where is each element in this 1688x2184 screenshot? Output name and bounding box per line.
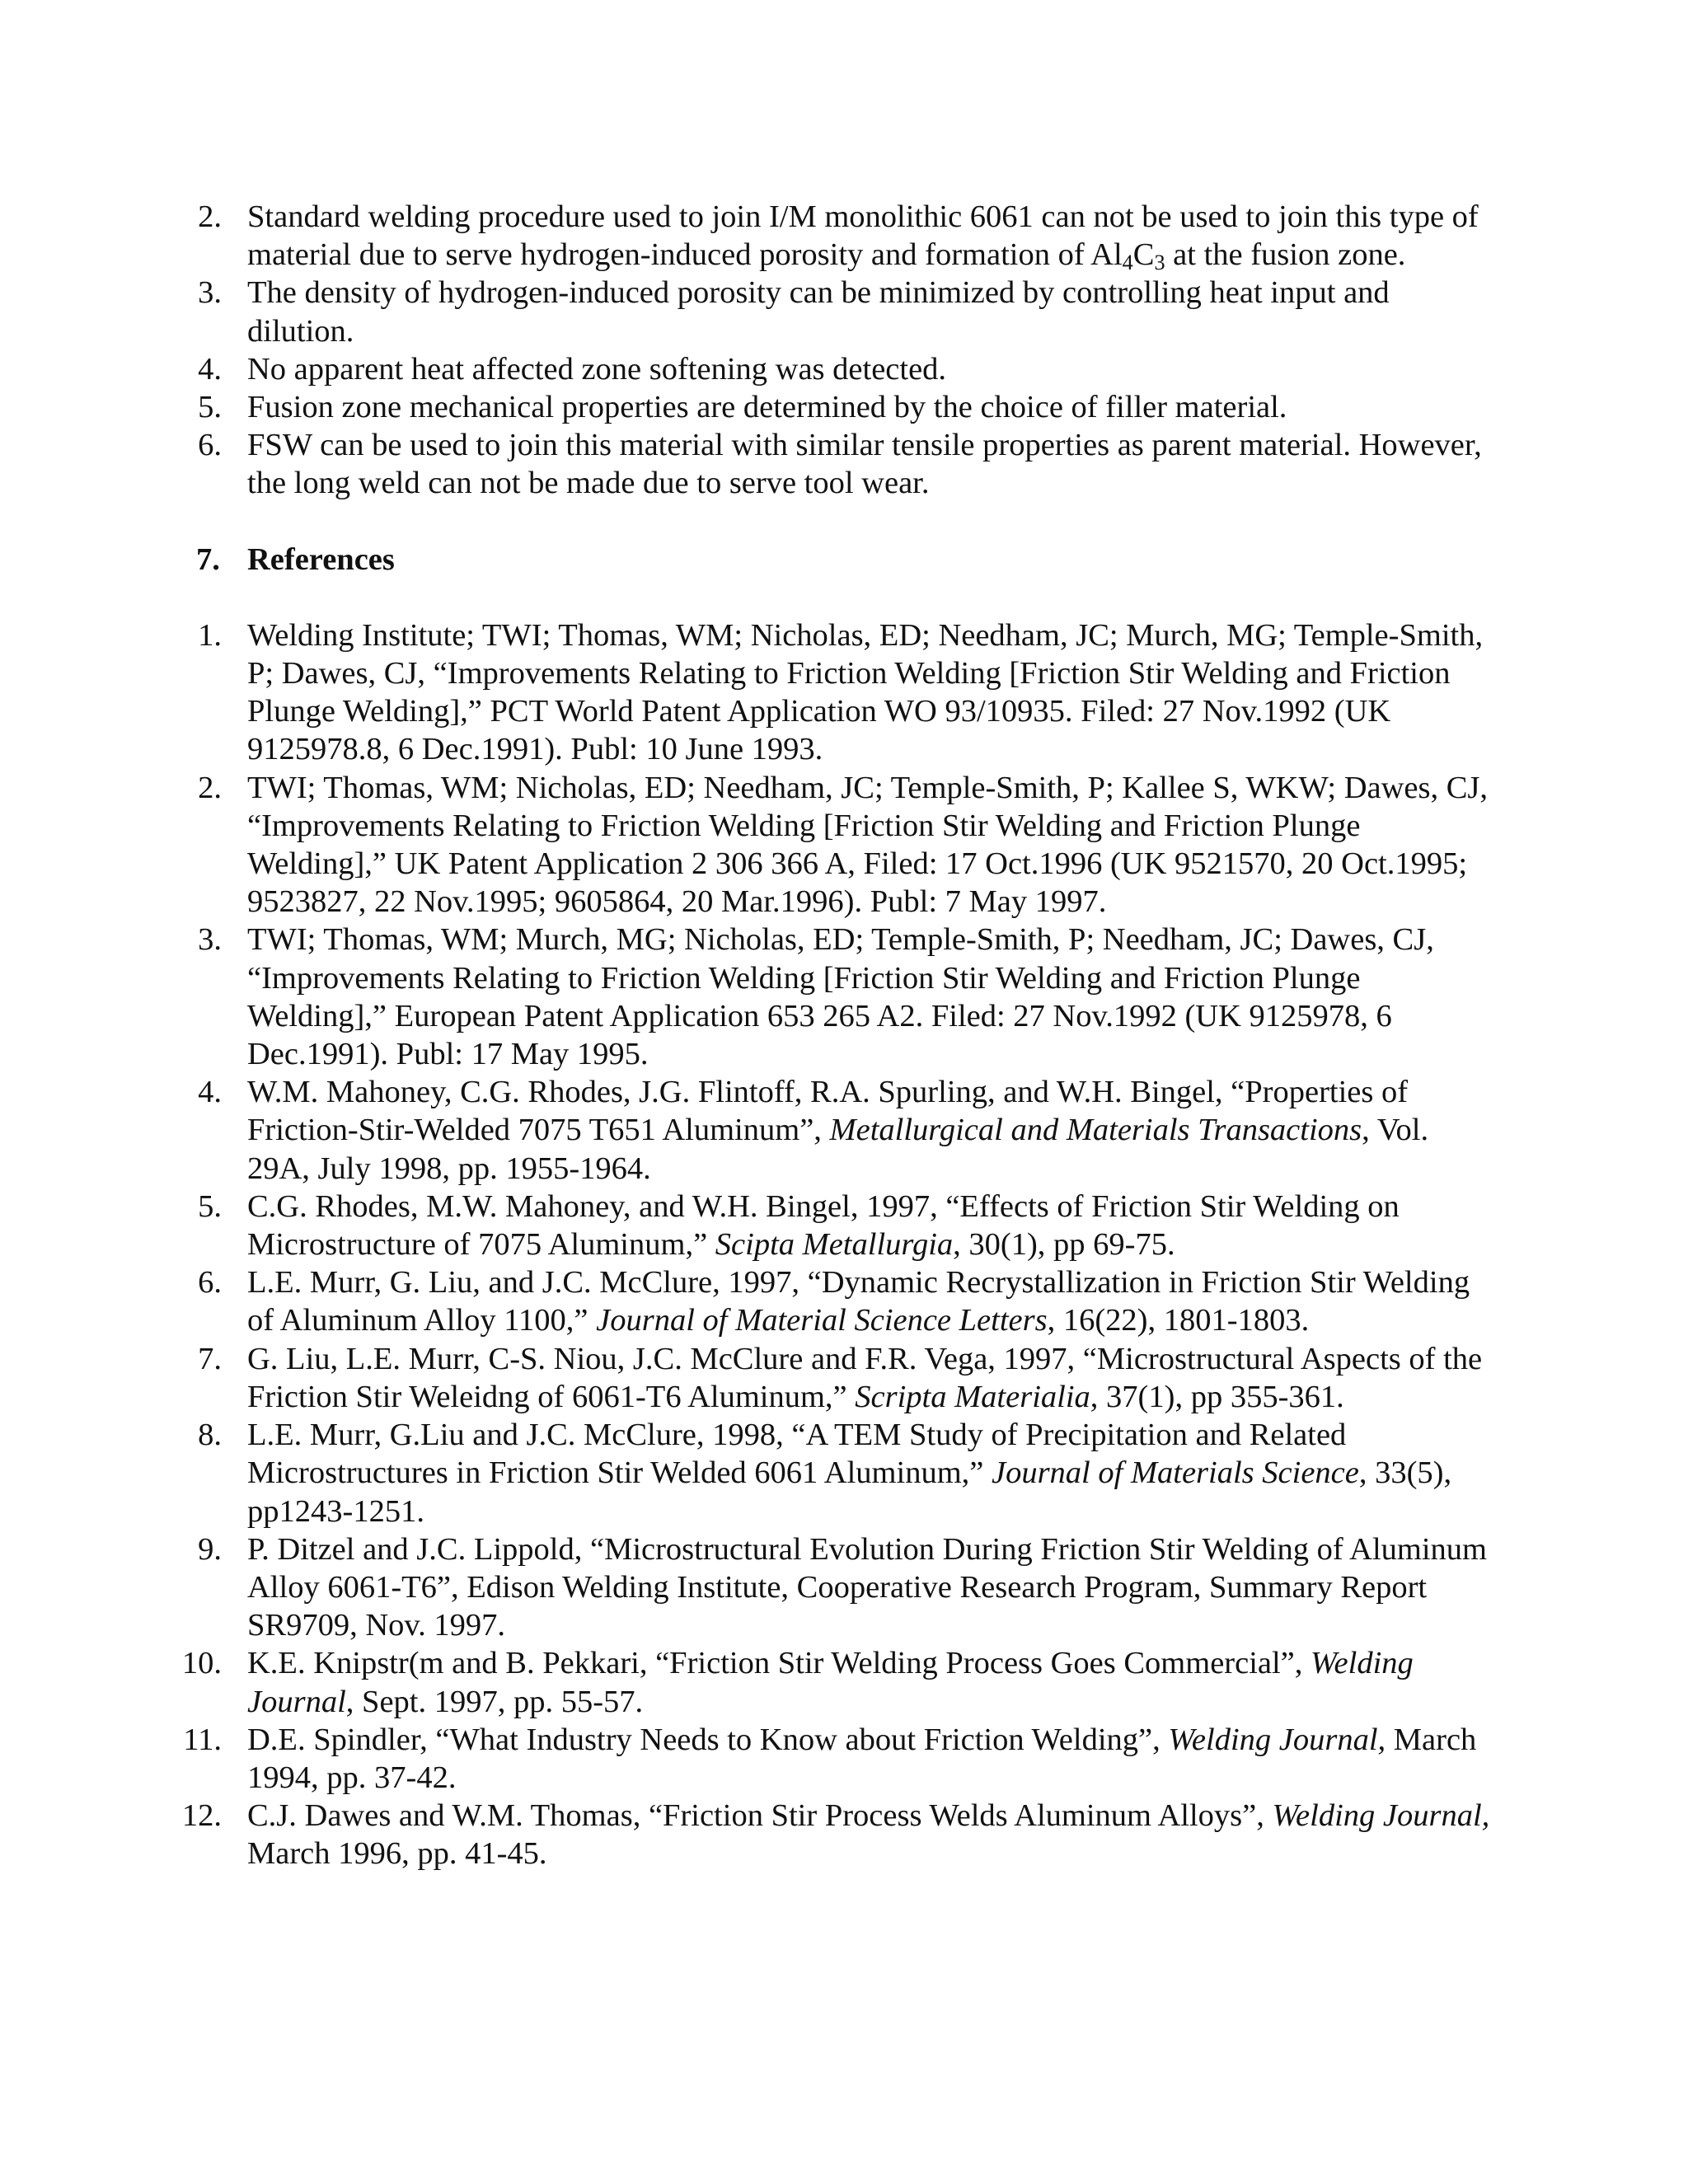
list-item-number: 7. — [198, 1341, 222, 1376]
conclusion-item — [196, 198, 1498, 274]
text-run: W.M. Mahoney, C.G. Rhodes, J.G. Flintoff, R.A. Spurling, and W.H. Bingel, “Properties of Friction-Stir-Welded 7075 T651 Aluminum”, — [247, 1075, 1409, 1148]
reference-item — [181, 1797, 1498, 1872]
text-run: L.E. Murr, G.Liu and J.C. McClure, 1998, “A TEM Study of Precipitation and Related Microstructures in Friction Stir Welded 6061 Aluminum,” — [247, 1418, 1347, 1491]
list-item-number: 3. — [198, 275, 222, 311]
section-heading-references — [196, 541, 1498, 579]
list-item-text — [247, 352, 946, 387]
reference-item — [196, 1073, 1498, 1188]
list-item-number: 5. — [198, 390, 222, 425]
journal-title: Scripta Materialia — [855, 1379, 1090, 1414]
subscript-text: 3 — [1154, 250, 1165, 274]
list-item-text — [247, 1265, 1470, 1338]
text-run: , 37(1), pp 355-361. — [1090, 1379, 1344, 1414]
text-run: TWI; Thomas, WM; Murch, MG; Nicholas, ED; Temple-Smith, P; Needham, JC; Dawes, CJ, “Improvements Relating to Friction Welding [Friction Stir Welding and Friction Plunge Welding],” European Patent Application 653 265 A2. Filed: 27 Nov.1992 (UK 9125978, 6 Dec.1991). Publ: 17 May 1995. — [247, 922, 1434, 1072]
list-item-text — [247, 275, 1390, 348]
list-item-text — [247, 922, 1434, 1071]
conclusion-item — [196, 350, 1498, 388]
text-run: Fusion zone mechanical properties are determined by the choice of filler material. — [247, 390, 1287, 425]
list-item-number: 11. — [183, 1722, 222, 1757]
text-run: G. Liu, L.E. Murr, C-S. Niou, J.C. McClure and F.R. Vega, 1997, “Microstructural Aspects of the Friction Stir Weleidng of 6061-T6 Aluminum,” — [247, 1341, 1483, 1414]
text-run: Welding Institute; TWI; Thomas, WM; Nicholas, ED; Needham, JC; Murch, MG; Temple-Smith, P; Dawes, CJ, “Improvements Relating to Friction Welding [Friction Stir Welding and Friction Plunge Welding],” PCT World Patent Application WO 93/10935. Filed: 27 Nov.1992 (UK 9125978.8, 6 Dec.1991). Publ: 10 June 1993. — [247, 617, 1484, 767]
text-run: , Sept. 1997, pp. 55-57. — [345, 1684, 644, 1719]
text-run: March 1994, pp. 37-42. — [247, 1722, 1477, 1795]
list-item-text — [247, 428, 1482, 500]
list-item-number: 4. — [198, 351, 222, 387]
journal-title: Metallurgical and Materials Transactions — [829, 1113, 1362, 1148]
text-run: , 30(1), pp 69-75. — [953, 1227, 1175, 1263]
subscript-text: 4 — [1122, 250, 1133, 274]
reference-item — [183, 1721, 1498, 1797]
list-item-text — [247, 618, 1483, 767]
reference-item — [196, 921, 1498, 1073]
text-run: at the fusion zone. — [1165, 237, 1406, 273]
list-item-number: 8. — [198, 1418, 222, 1453]
list-item-text — [247, 1342, 1482, 1414]
text-run: C — [1132, 237, 1155, 273]
text-run: C.G. Rhodes, M.W. Mahoney, and W.H. Bingel, 1997, “Effects of Friction Stir Welding on Microstructure of 7075 Aluminum,” — [247, 1188, 1400, 1263]
journal-title: Welding Journal — [247, 1646, 1414, 1719]
text-run: , 16(22), 1801-1803. — [1047, 1303, 1310, 1338]
list-item-number: 6. — [198, 428, 222, 463]
list-item-text — [247, 199, 1479, 272]
list-item-number: 2. — [198, 199, 222, 234]
text-run: No apparent heat affected zone softening was detected. — [247, 351, 947, 387]
list-item-number: 4. — [198, 1075, 222, 1110]
list-item-number: 1. — [198, 617, 222, 653]
text-run: The density of hydrogen-induced porosity can be minimized by controlling heat input and dilution. — [247, 275, 1390, 349]
section-number: 7. — [196, 541, 220, 577]
list-item-text — [247, 1189, 1400, 1262]
list-item-number: 3. — [198, 922, 222, 958]
text-run: L.E. Murr, G. Liu, and J.C. McClure, 1997, “Dynamic Recrystallization in Friction Stir Welding of Aluminum Alloy 1100,” — [247, 1265, 1470, 1338]
list-item-number: 6. — [198, 1265, 222, 1301]
list-item-text — [247, 1722, 1476, 1795]
conclusions-list — [196, 198, 1498, 503]
references-list — [181, 616, 1498, 1873]
journal-title: Journal of Material Science Letters — [596, 1303, 1048, 1338]
journal-title: Scipta Metallurgia — [715, 1227, 954, 1263]
list-item-number: 10. — [181, 1646, 222, 1681]
journal-title: Journal of Materials Science — [991, 1455, 1359, 1491]
list-item-text — [247, 1532, 1487, 1643]
text-run: C.J. Dawes and W.M. Thomas, “Friction Stir Process Welds Aluminum Alloys”, — [247, 1798, 1273, 1834]
reference-item — [196, 616, 1498, 769]
text-run: Standard welding procedure used to join I/M monolithic 6061 can not be used to join this type of material due to serve hydrogen-induced porosity and formation of Al — [247, 199, 1479, 273]
section-title: References — [247, 541, 395, 577]
text-run: , Vol. 29A, July 1998, pp. 1955-1964. — [247, 1113, 1429, 1186]
text-run: P. Ditzel and J.C. Lippold, “Microstructural Evolution During Friction Stir Welding of Aluminum Alloy 6061-T6”, Edison Welding Institute, Cooperative Research Program, Summary Report SR9709, Nov. 1997. — [247, 1531, 1487, 1643]
text-run: TWI; Thomas, WM; Nicholas, ED; Needham, JC; Temple-Smith, P; Kallee S, WKW; Dawes, CJ, “Improvements Relating to Friction Welding [Friction Stir Welding and Friction Plunge Welding],” UK Patent Application 2 306 366 A, Filed: 17 Oct.1996 (UK 9521570, 20 Oct.1995; 9523827, 22 Nov.1995; 9605864, 20 Mar.1996). Publ: 7 May 1997. — [247, 770, 1489, 920]
conclusion-item — [196, 274, 1498, 349]
list-item-text — [247, 390, 1287, 424]
journal-title: Welding Journal, — [1272, 1798, 1490, 1834]
reference-item — [181, 1644, 1498, 1720]
text-run: , 33(5), pp1243-1251. — [247, 1455, 1452, 1529]
text-run: March 1996, pp. 41-45. — [247, 1836, 547, 1872]
list-item-number: 5. — [198, 1188, 222, 1224]
text-run: K.E. Knipstr(m and B. Pekkari, “Friction Stir Welding Process Goes Commercial”, — [247, 1646, 1311, 1681]
document-page — [181, 198, 1498, 1873]
reference-item — [196, 1530, 1498, 1645]
conclusion-item — [196, 388, 1498, 426]
list-item-number: 12. — [181, 1798, 222, 1834]
text-run: D.E. Spindler, “What Industry Needs to Know about Friction Welding”, — [247, 1722, 1169, 1757]
list-item-text — [247, 771, 1488, 920]
reference-item — [196, 1340, 1498, 1416]
reference-item — [196, 1416, 1498, 1530]
list-item-text — [247, 1798, 1489, 1871]
reference-item — [196, 1188, 1498, 1263]
list-item-number: 2. — [198, 770, 222, 805]
reference-item — [196, 769, 1498, 921]
list-item-text — [247, 1418, 1451, 1528]
conclusion-item — [196, 426, 1498, 502]
list-item-text — [247, 1075, 1428, 1185]
journal-title: Welding Journal, — [1168, 1722, 1386, 1757]
list-item-number: 9. — [198, 1531, 222, 1567]
reference-item — [196, 1263, 1498, 1339]
list-item-text — [247, 1646, 1414, 1718]
text-run: FSW can be used to join this material with similar tensile properties as parent material. However, the long weld can not be made due to serve tool wear. — [247, 428, 1482, 501]
